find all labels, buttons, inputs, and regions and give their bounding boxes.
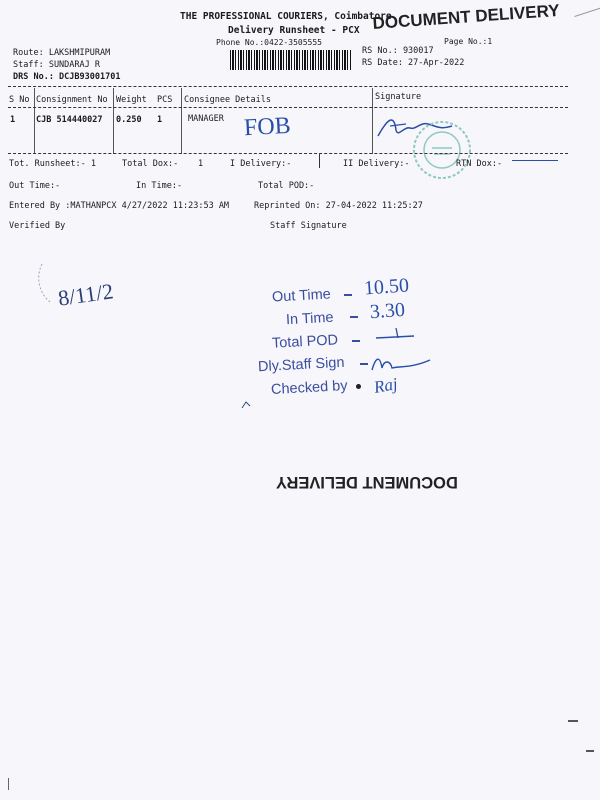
col-header-consignee: Consignee Details [184, 95, 271, 105]
scan-mark [8, 778, 13, 790]
company-name: THE PROFESSIONAL COURIERS, Coimbatore [180, 11, 392, 22]
divider [8, 86, 568, 87]
runsheet-title: Delivery Runsheet - PCX [228, 25, 360, 36]
ii-delivery: II Delivery:- [343, 159, 410, 169]
stamp-dly-staff-sign: Dly.Staff Sign [257, 354, 345, 376]
reprinted-on: Reprinted On: 27-04-2022 11:25:27 [254, 201, 423, 211]
stamp-dot [356, 384, 361, 389]
column-divider [34, 88, 35, 154]
column-divider [181, 88, 182, 154]
scan-mark [568, 720, 578, 722]
page-number: Page No.:1 [444, 37, 493, 46]
scan-edge [571, 0, 600, 17]
col-header-signature: Signature [375, 92, 422, 102]
in-time-label: In Time:- [136, 181, 183, 191]
col-header-weight: Weight [116, 95, 147, 105]
document-delivery-stamp-bottom: DOCUMENT DELIVERY [276, 473, 458, 491]
stamp-in-time: In Time [285, 309, 334, 329]
office-seal [410, 118, 474, 182]
rs-date: RS Date: 27-Apr-2022 [362, 58, 465, 68]
rs-number: RS No.: 930017 [362, 46, 434, 56]
cell-sno: 1 [10, 115, 16, 125]
drs-number: DRS No.: DCJB93001701 [13, 72, 121, 82]
rtn-dox: RTN Dox:- [456, 159, 503, 169]
cell-weight: 0.250 [116, 115, 142, 125]
entered-by: Entered By :MATHANPCX 4/27/2022 11:23:53 AM [9, 201, 230, 211]
barcode [230, 50, 352, 70]
route-label: Route: LAKSHMIPURAM [13, 48, 111, 58]
i-delivery: I Delivery:- [230, 159, 292, 169]
col-header-pcs: PCS [157, 95, 173, 105]
stamp-dash [350, 316, 358, 318]
verified-by: Verified By [9, 221, 66, 231]
scan-mark [586, 750, 594, 752]
phone-number: Phone No.:0422-3505555 [216, 38, 322, 47]
staff-label: Staff: SUNDARAJ R [13, 60, 100, 70]
handwritten-date: 8/11/2 [56, 278, 115, 311]
stamp-dash [360, 363, 368, 365]
col-header-consignment: Consignment No [36, 95, 108, 105]
handwritten-in-time: 3.30 [369, 298, 406, 324]
handwritten-pod-mark [372, 326, 422, 346]
total-pod-label: Total POD:- [258, 181, 315, 191]
i-delivery-mark [319, 154, 320, 168]
faint-scribble [32, 256, 72, 316]
divider [8, 153, 568, 154]
staff-signature-label: Staff Signature [270, 221, 347, 231]
column-divider [113, 88, 114, 154]
out-time-label: Out Time:- [9, 181, 61, 191]
stamp-out-time: Out Time [271, 286, 332, 306]
rtn-dox-mark [512, 160, 558, 161]
cell-pcs: 1 [157, 115, 163, 125]
total-dox: Total Dox:- [122, 159, 179, 169]
handwritten-fob: FOB [243, 112, 292, 142]
total-runsheet: Tot. Runsheet:- 1 [9, 159, 96, 169]
document-delivery-stamp-top: DOCUMENT DELIVERY [372, 0, 561, 33]
checked-by-signature: Raj [372, 374, 399, 397]
stamp-dash [352, 340, 360, 342]
dly-staff-signature [368, 350, 438, 376]
stray-mark [240, 398, 252, 412]
stamp-checked-by: Checked by [270, 378, 348, 398]
handwritten-out-time: 10.50 [363, 274, 410, 300]
cell-consignee: MANAGER [188, 114, 224, 124]
stamp-dash [344, 294, 352, 296]
cell-consignment: CJB 514440027 [36, 115, 103, 125]
col-header-sno: S No [9, 95, 30, 105]
total-dox-value: 1 [198, 159, 204, 169]
stamp-total-pod: Total POD [271, 332, 339, 352]
divider [8, 107, 568, 108]
